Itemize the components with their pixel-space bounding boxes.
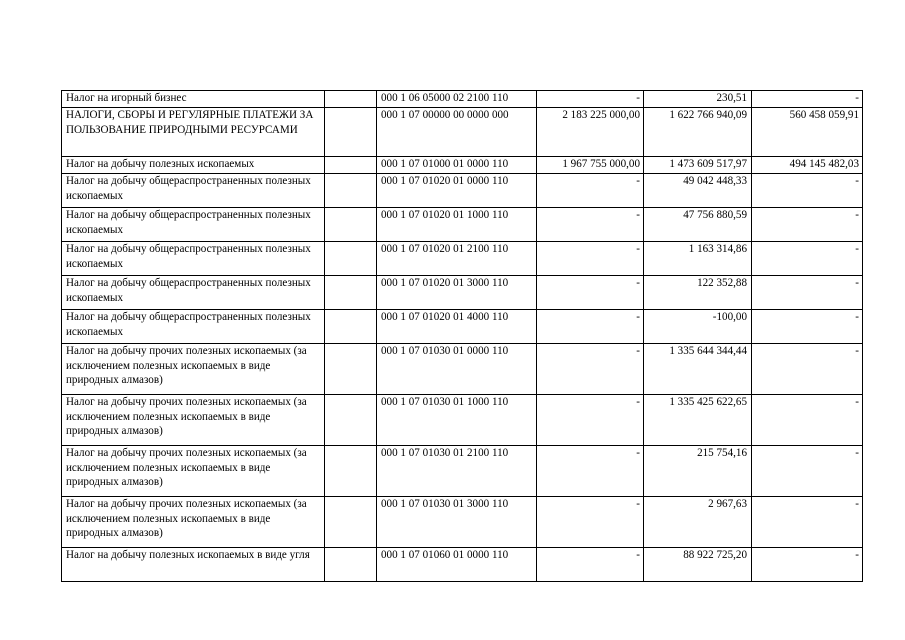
executed-amount: 1 622 766 940,09 [644,108,752,157]
table-row [62,497,863,548]
empty-cell [325,91,377,108]
empty-cell [325,157,377,174]
revenue-name: Налог на добычу прочих полезных ископаемых (за исключением полезных ископаемых в виде природных алмазов) [62,344,325,395]
planned-amount: 1 967 755 000,00 [537,157,644,174]
executed-amount: 1 335 644 344,44 [644,344,752,395]
budget-revenue-table [61,90,863,582]
unexecuted-amount: - [752,344,863,395]
table-row [62,91,863,108]
budget-classification-code: 000 1 07 01030 01 2100 110 [377,446,537,497]
table-row [62,276,863,310]
executed-amount: 1 473 609 517,97 [644,157,752,174]
revenue-name: Налог на добычу полезных ископаемых [62,157,325,174]
revenue-name: Налог на добычу общераспространенных полезных ископаемых [62,174,325,208]
budget-classification-code: 000 1 07 01000 01 0000 110 [377,157,537,174]
revenue-name: НАЛОГИ, СБОРЫ И РЕГУЛЯРНЫЕ ПЛАТЕЖИ ЗА ПОЛЬЗОВАНИЕ ПРИРОДНЫМИ РЕСУРСАМИ [62,108,325,157]
planned-amount: - [537,91,644,108]
planned-amount: - [537,395,644,446]
table-row [62,395,863,446]
table-row [62,446,863,497]
unexecuted-amount: - [752,548,863,582]
budget-classification-code: 000 1 07 01020 01 2100 110 [377,242,537,276]
empty-cell [325,208,377,242]
table-row [62,174,863,208]
planned-amount: - [537,497,644,548]
executed-amount: 230,51 [644,91,752,108]
empty-cell [325,276,377,310]
table-row [62,108,863,157]
executed-amount: 122 352,88 [644,276,752,310]
revenue-name: Налог на игорный бизнес [62,91,325,108]
budget-classification-code: 000 1 07 01030 01 3000 110 [377,497,537,548]
unexecuted-amount: - [752,276,863,310]
executed-amount: 2 967,63 [644,497,752,548]
revenue-name: Налог на добычу общераспространенных полезных ископаемых [62,310,325,344]
empty-cell [325,446,377,497]
unexecuted-amount: - [752,91,863,108]
empty-cell [325,310,377,344]
budget-classification-code: 000 1 07 01030 01 1000 110 [377,395,537,446]
unexecuted-amount: - [752,174,863,208]
revenue-name: Налог на добычу прочих полезных ископаемых (за исключением полезных ископаемых в виде природных алмазов) [62,497,325,548]
unexecuted-amount: 560 458 059,91 [752,108,863,157]
budget-classification-code: 000 1 07 00000 00 0000 000 [377,108,537,157]
table-row [62,344,863,395]
document-page [61,90,863,582]
empty-cell [325,548,377,582]
empty-cell [325,242,377,276]
budget-classification-code: 000 1 07 01060 01 0000 110 [377,548,537,582]
executed-amount: 215 754,16 [644,446,752,497]
planned-amount: - [537,446,644,497]
table-row [62,242,863,276]
table-row [62,310,863,344]
table-row [62,208,863,242]
empty-cell [325,497,377,548]
planned-amount: 2 183 225 000,00 [537,108,644,157]
executed-amount: 49 042 448,33 [644,174,752,208]
empty-cell [325,174,377,208]
executed-amount: 1 163 314,86 [644,242,752,276]
unexecuted-amount: - [752,395,863,446]
planned-amount: - [537,548,644,582]
unexecuted-amount: - [752,242,863,276]
budget-classification-code: 000 1 06 05000 02 2100 110 [377,91,537,108]
unexecuted-amount: - [752,310,863,344]
table-row [62,548,863,582]
budget-classification-code: 000 1 07 01030 01 0000 110 [377,344,537,395]
executed-amount: 88 922 725,20 [644,548,752,582]
budget-classification-code: 000 1 07 01020 01 0000 110 [377,174,537,208]
planned-amount: - [537,208,644,242]
revenue-name: Налог на добычу общераспространенных полезных ископаемых [62,276,325,310]
budget-classification-code: 000 1 07 01020 01 3000 110 [377,276,537,310]
revenue-name: Налог на добычу прочих полезных ископаемых (за исключением полезных ископаемых в виде природных алмазов) [62,395,325,446]
unexecuted-amount: - [752,446,863,497]
planned-amount: - [537,242,644,276]
executed-amount: 1 335 425 622,65 [644,395,752,446]
revenue-name: Налог на добычу общераспространенных полезных ископаемых [62,242,325,276]
empty-cell [325,108,377,157]
budget-classification-code: 000 1 07 01020 01 4000 110 [377,310,537,344]
table-row [62,157,863,174]
executed-amount: -100,00 [644,310,752,344]
planned-amount: - [537,276,644,310]
unexecuted-amount: 494 145 482,03 [752,157,863,174]
empty-cell [325,395,377,446]
executed-amount: 47 756 880,59 [644,208,752,242]
revenue-name: Налог на добычу полезных ископаемых в виде угля [62,548,325,582]
planned-amount: - [537,310,644,344]
revenue-name: Налог на добычу прочих полезных ископаемых (за исключением полезных ископаемых в виде природных алмазов) [62,446,325,497]
unexecuted-amount: - [752,208,863,242]
budget-classification-code: 000 1 07 01020 01 1000 110 [377,208,537,242]
planned-amount: - [537,174,644,208]
planned-amount: - [537,344,644,395]
unexecuted-amount: - [752,497,863,548]
empty-cell [325,344,377,395]
revenue-name: Налог на добычу общераспространенных полезных ископаемых [62,208,325,242]
